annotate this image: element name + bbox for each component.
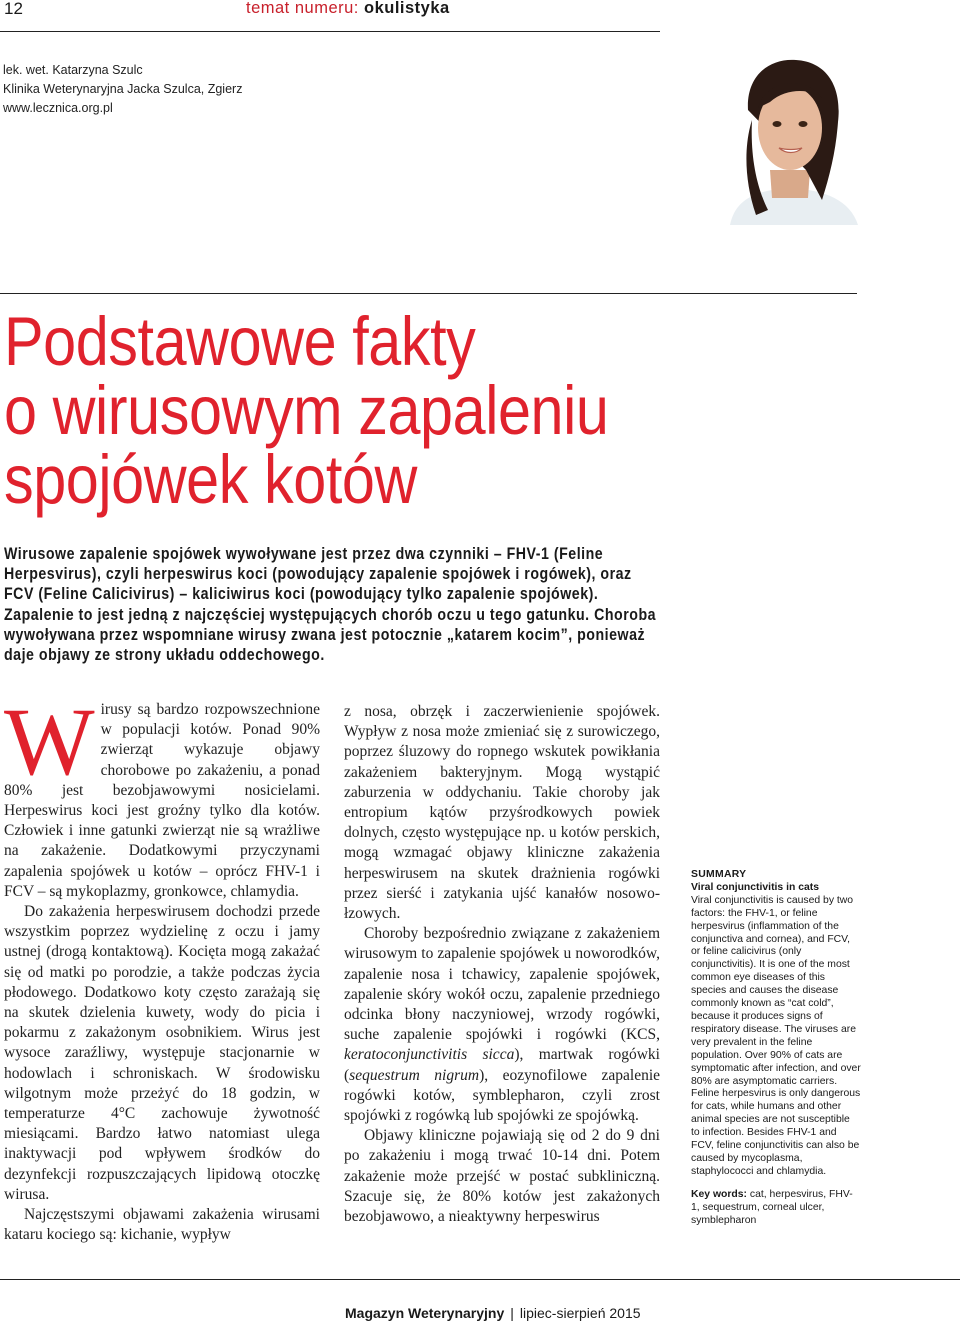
paragraph-text: irusy są bardzo rozpowszechnione w populacji kotów. Ponad 90% zwierząt wykazuje objawy chorobowe po zakażeniu, a ponad 80% jest bezobjawowymi nosicielami. Herpeswirus koci jest groźny tylko dla kotów. Człowiek i inne gatunki zwierząt nie są wrażliwe na zakażenie. Dodatkowymi przyczynami zapalenia spojówek u kotów – oprócz FHV-1 i FCV – są mykoplazmy, gronkowce, chlamydia. — [4, 701, 320, 900]
summary-box — [691, 869, 861, 1227]
body-column-1 — [4, 688, 320, 1245]
paragraph: Najczęstszymi objawami zakażenia wirusami kataru kociego są: kichanie, wypływ — [4, 1206, 320, 1244]
title-line-3: spojówek kotów — [4, 441, 417, 518]
issue-theme-name: okulistyka — [363, 0, 450, 17]
footer-magazine: Magazyn Weterynaryjny — [345, 1305, 505, 1321]
paragraph — [4, 688, 320, 902]
page-number: 12 — [4, 0, 23, 18]
paragraph-text: ), eozynofilowe zapalenie rogówki kotów, symblepharon, czyli zrost spojówki z rogówką lub spojówki ze spojówką. — [344, 1066, 661, 1125]
article-title — [4, 303, 778, 518]
paragraph-text: Choroby bezpośrednio związane z zakażeniem wirusowym to zapalenie spojówek u noworodków, zapalenie nosa i tchawicy, zapalenie spojówek, zapalenie skóry wokół oczu, zapalenie przedniego odcinka błony naczyniowej, wrzody rogówki, suche zapalenie spojówki i rogówki (KCS, — [344, 925, 660, 1044]
summary-text: Viral conjunctivitis is caused by two factors: the FHV-1, or feline herpesvirus (inflammation of the conjunctiva and cornea), and FCV, or feline calicivirus (only conjunctivitis). It is one of the most common eye diseases of this species and causes the disease commonly known as “cat cold”, because it produces signs of respiratory disease. The viruses are very prevalent in the feline population. Over 90% of cats are symptomatic after infection, and over 80% are asymptomatic carriers. Feline herpesvirus is only dangerous for cats, while humans and other animal species are not susceptible to infection. Besides FHV-1 and FCV, feline conjunctivitis can also be caused by mycoplasma, staphylococci and chlamydia. — [691, 894, 861, 1177]
author-block — [3, 61, 242, 118]
body-column-2 — [344, 702, 660, 1227]
italic-term: sequestrum nigrum — [349, 1066, 480, 1084]
summary-keywords — [691, 1189, 861, 1228]
author-clinic: Klinika Weterynaryjna Jacka Szulca, Zgierz — [3, 82, 243, 96]
author-name: lek. wet. Katarzyna Szulc — [3, 63, 143, 77]
italic-term: keratoconjunctivitis sicca — [344, 1046, 515, 1064]
keywords-list: cat, herpesvirus, FHV-1, sequestrum, corneal ulcer, symblepharon — [691, 1188, 853, 1226]
summary-heading: SUMMARY — [691, 869, 747, 880]
title-divider — [0, 293, 857, 294]
author-photo — [710, 50, 870, 225]
footer — [345, 1305, 641, 1321]
footer-date: lipiec-sierpień 2015 — [519, 1305, 641, 1321]
title-line-2: o wirusowym zapaleniu — [4, 372, 609, 449]
paragraph: Do zakażenia herpeswirusem dochodzi przede wszystkim poprzez wydzielinę z oczu i jamy ustnej (drogą kontaktową). Kocięta mogą zakażać się od matki po porodzie, a także podczas życia płodowego. Dodatkowo koty często zarażają się na skutek dzielenia kuwety, wody do picia i pokarmu z zakażonym osobnikiem. Wirus jest wysoce zaraźliwy, występuje stacjonarnie w hodowlach i schroniskach. W środowisku wilgotnym może przeżyć do 18 godzin, w temperaturze 4°C zachowuje żywotność miesiącami. Bardzo łatwo natomiast ulega inaktywacji pod wpływem środków do dezynfekcji rozpuszczających lipidową otoczkę wirusa. — [4, 903, 320, 1203]
lead-paragraph — [4, 544, 662, 665]
author-url: www.lecznica.org.pl — [3, 101, 113, 115]
title-line-1: Podstawowe fakty — [4, 303, 476, 380]
summary-subtitle: Viral conjunctivitis in cats — [691, 881, 820, 893]
keywords-label: Key words: — [691, 1188, 748, 1200]
footer-divider — [0, 1279, 960, 1280]
issue-theme — [246, 0, 450, 18]
paragraph — [344, 924, 660, 1126]
issue-theme-prefix: temat numeru: — [246, 0, 359, 17]
paragraph: Objawy kliniczne pojawiają się od 2 do 9 dni po zakażeniu i mogą trwać 10-14 dni. Potem zakażenie może przejść w postać subkliniczną. Szacuje się, że 80% kotów jest zakażonych bezobjawowo, a nieaktywny herpeswirus — [344, 1127, 660, 1226]
paragraph: z nosa, obrzęk i zaczerwienienie spojówek. Wypływ z nosa może zmieniać się z surowiczego, poprzez śluzowy do ropnego wskutek powikłania zakażeniem bakteryjnym. Mogą wystąpić zaburzenia w oddychaniu. Takie choroby jak entropium kątów przyśrodkowych powiek dolnych, często występujące np. u kotów perskich, mogą wzmagać objawy kliniczne zakażenia herpeswirusem na skutek drażnienia rogówki przez sierść i zatykania ujść kanałów nosowo-łzowych. — [344, 703, 660, 923]
lead-part-2: Choroba wywoływana przez wspomniane wirusy zwana jest potocznie „katarem kocim”, ponieważ daje objawy ze strony układu oddechowego. — [4, 605, 657, 665]
lead-part-1: Wirusowe zapalenie spojówek wywoływane jest przez dwa czynniki – FHV-1 (Feline Herpesvirus), czyli herpeswirus koci (powodujący zapalenie spojówek i rogówek), oraz FCV (Feline Calicivirus) – kaliciwirus koci (powodujący tylko zapalenie spojówek). Zapalenie to jest jedną z najczęściej występujących chorób oczu u tego gatunku. — [4, 545, 632, 624]
paragraph-text: ), martwak rogówki ( — [344, 1046, 660, 1084]
header-divider — [0, 31, 660, 32]
footer-separator: | — [510, 1305, 514, 1321]
drop-cap: W — [4, 688, 95, 795]
